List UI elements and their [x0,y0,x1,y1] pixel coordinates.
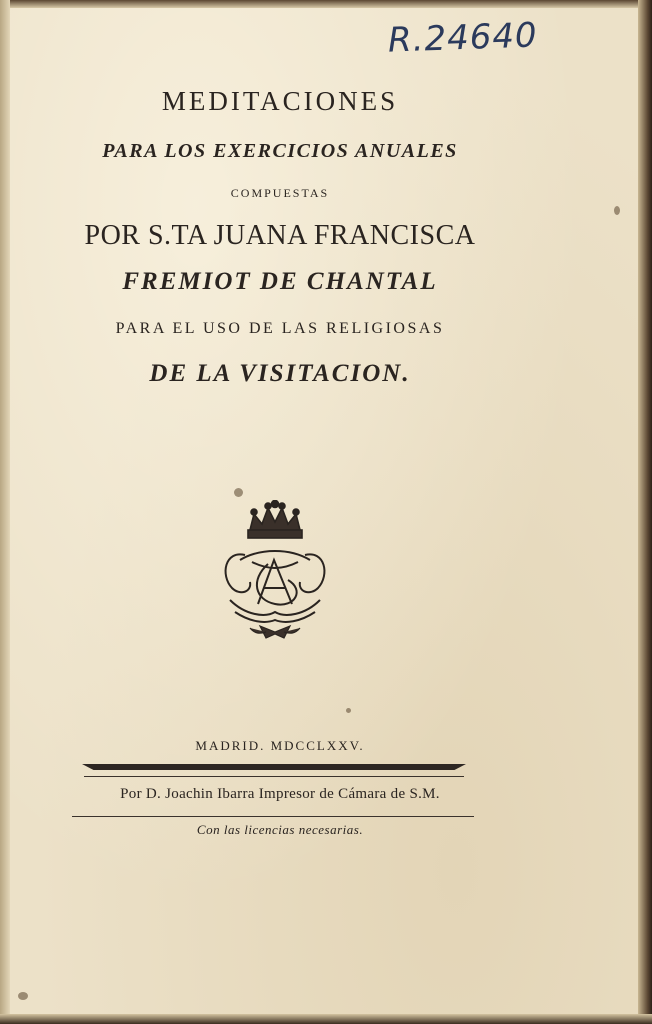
composed-line: COMPUESTAS [230,186,330,200]
imprint-printer: Por D. Joachin Ibarra Impresor de Cámara de S.M. [120,786,440,802]
royal-crown-monogram-icon [210,500,340,645]
book-title: MEDITACIONES [161,86,399,116]
paper-spot [346,708,351,713]
author-line-1: POR S.TA JUANA FRANCISCA [84,220,476,251]
imprint-rule-thin [84,776,464,777]
book-subtitle: PARA LOS EXERCICIOS ANUALES [102,140,458,162]
paper-spot [234,488,243,497]
imprint-rule-thick [82,764,466,770]
page-edge-bottom [0,1014,652,1024]
purpose-line: PARA EL USO DE LAS RELIGIOSAS [115,320,445,337]
handwritten-shelfmark: R.24640 [387,15,539,61]
paper-spot [18,992,28,1000]
order-line: DE LA VISITACION. [149,360,411,387]
imprint-license: Con las licencias necesarias. [196,822,364,837]
page-edge-right [638,0,652,1024]
page-edge-top [0,0,652,8]
paper-spot [614,206,620,215]
author-line-2: FREMIOT DE CHANTAL [122,268,438,295]
imprint-rule-bottom [72,816,474,817]
imprint-place-date: MADRID. MDCCLXXV. [195,738,365,753]
